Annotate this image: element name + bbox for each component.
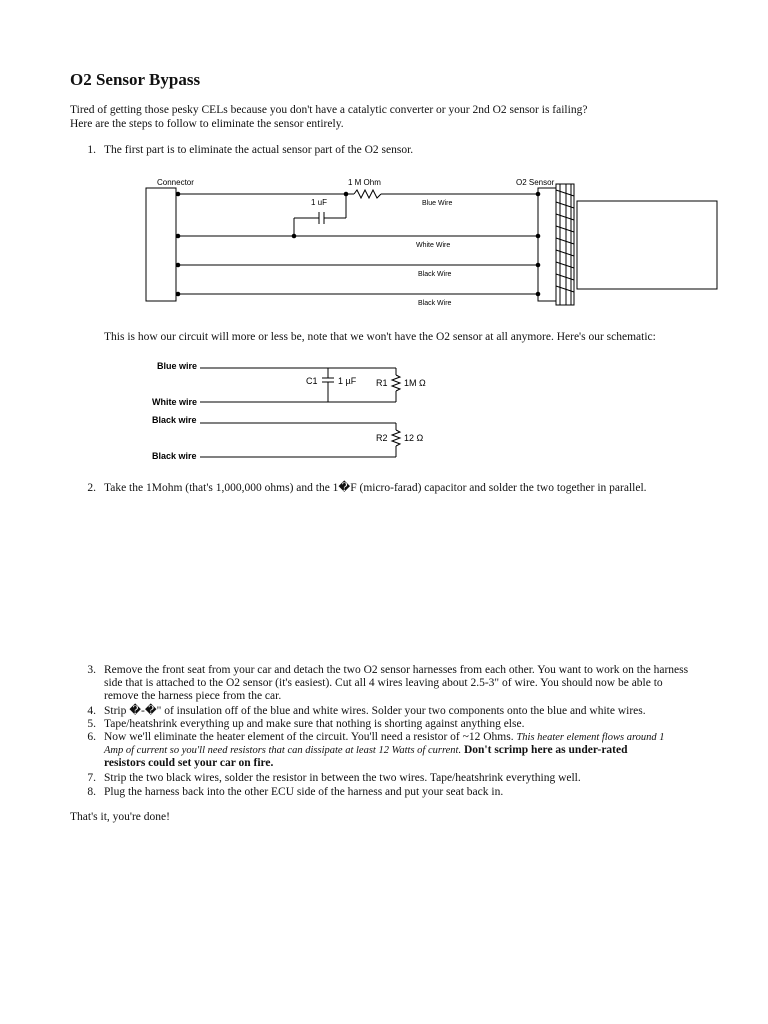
step-text: The first part is to eliminate the actual sensor part of the O2 sensor.	[104, 144, 414, 156]
connector-box	[146, 188, 176, 301]
step-line: Remove the front seat from your car and detach the two O2 sensor harnesses from each other. You want to work on the harness	[104, 664, 689, 676]
sensor-body	[577, 201, 717, 289]
r1-symbol	[392, 375, 400, 391]
step-number: 6.	[87, 731, 96, 743]
step-line: remove the harness piece from the car.	[104, 690, 282, 702]
step6-italic-note: This heater element flows around 1	[516, 732, 665, 743]
sensor-box	[538, 188, 556, 301]
step-text	[104, 664, 744, 703]
connector-label: Connector	[157, 178, 194, 187]
capacitor-label: 1 uF	[311, 198, 328, 207]
wiring-diagram	[0, 172, 768, 312]
page-title: O2 Sensor Bypass	[70, 70, 201, 89]
schematic-diagram	[0, 356, 768, 466]
schematic-wire-label: Black wire	[152, 415, 197, 425]
schematic-wire-label: Black wire	[152, 451, 197, 461]
step6-bold-warning: resistors could set your car on fire.	[104, 757, 274, 769]
step-text: Take the 1Mohm (that's 1,000,000 ohms) and the 1�F (micro-farad) capacitor and solder the two together in parallel.	[104, 482, 647, 494]
r2-symbol	[392, 430, 400, 446]
step-number: 5.	[87, 718, 96, 730]
intro-line: Tired of getting those pesky CELs because you don't have a catalytic converter or your 2nd O2 sensor is failing?	[70, 104, 588, 116]
c1-value: 1 µF	[338, 376, 357, 386]
step-number: 8.	[87, 786, 96, 798]
sensor-label: O2 Sensor	[516, 178, 555, 187]
schematic-wire-label: White wire	[152, 397, 198, 407]
r2-label: R2	[376, 433, 388, 443]
step-text	[104, 731, 744, 770]
c1-label: C1	[306, 376, 318, 386]
step-number: 3.	[87, 664, 96, 676]
schematic-intro: This is how our circuit will more or less be, note that we won't have the O2 sensor at all anymore. Here's our schematic:	[104, 331, 656, 343]
wire-label: White Wire	[416, 242, 451, 249]
resistor-symbol	[354, 190, 381, 198]
resistor-label: 1 M Ohm	[348, 178, 381, 187]
step6-text: Now we'll eliminate the heater element of the circuit. You'll need a resistor of ~12 Ohms.	[104, 731, 517, 743]
step-number: 1.	[87, 144, 96, 156]
step-text: Plug the harness back into the other ECU side of the harness and put your seat back in.	[104, 786, 504, 798]
step-number: 7.	[87, 772, 96, 784]
step-number: 2.	[87, 482, 96, 494]
intro-line: Here are the steps to follow to eliminate the sensor entirely.	[70, 117, 344, 130]
schematic-wire-label: Blue wire	[157, 361, 198, 371]
r2-value: 12 Ω	[404, 433, 424, 443]
closing-line: That's it, you're done!	[70, 811, 170, 823]
step-text: Tape/heatshrink everything up and make sure that nothing is shorting against anything else.	[104, 718, 525, 730]
r1-label: R1	[376, 378, 388, 388]
wire-label: Black Wire	[418, 300, 452, 307]
step-number: 4.	[87, 705, 96, 717]
step-text: Strip �-�" of insulation off of the blue and white wires. Solder your two components onto the blue and white wires.	[104, 705, 646, 717]
wire-label: Blue Wire	[422, 200, 453, 207]
intro-paragraph	[70, 104, 710, 131]
wire-label: Black Wire	[418, 271, 452, 278]
step6-italic-note: Amp of current so you'll need resistors that can dissipate at least 12 Watts of current.	[104, 745, 462, 756]
step-line: side that is attached to the O2 sensor (it's easiest). Cut all 4 wires leaving about 2.5-3" of wire. You should now be able to	[104, 677, 663, 689]
step-text: Strip the two black wires, solder the resistor in between the two wires. Tape/heatshrink everything well.	[104, 772, 581, 784]
r1-value: 1M Ω	[404, 378, 426, 388]
step6-bold-warning: Don't scrimp here as under-rated	[461, 744, 628, 756]
